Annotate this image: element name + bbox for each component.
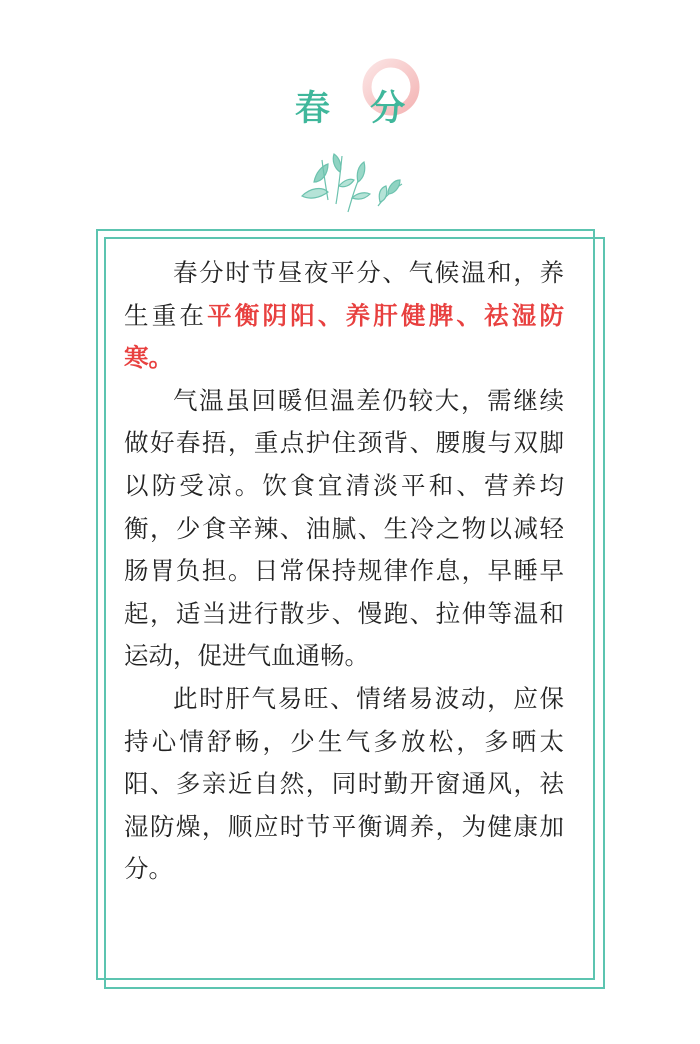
page-title: 春 分 (294, 89, 420, 129)
paragraph-3: 此时肝气易旺、情绪易波动，应保持心情舒畅，少生气多放松，多晒太阳、多亲近自然，同时勤开窗通风，祛湿防燥，顺应时节平衡调养，为健康加分。 (124, 683, 564, 884)
leaf-sprigs-icon (292, 152, 408, 214)
article-body (124, 252, 564, 891)
title-section (0, 58, 700, 148)
paragraph-2: 气温虽回暖但温差仍较大，需继续做好春捂，重点护住颈背、腰腹与双脚以防受凉。饮食宜清淡平和、营养均衡，少食辛辣、油腻、生冷之物以减轻肠胃负担。日常保持规律作息，早睡早起，适当进行散步、慢跑、拉伸等温和运动，促进气血通畅。 (124, 385, 564, 671)
paragraph-1 (124, 252, 564, 380)
highlight-text: 平衡阴阳、养肝健脾、祛湿防寒。 (124, 300, 565, 373)
paragraph-1-text: 春分时节昼夜平分、气候温和，养生重在 (124, 258, 564, 330)
